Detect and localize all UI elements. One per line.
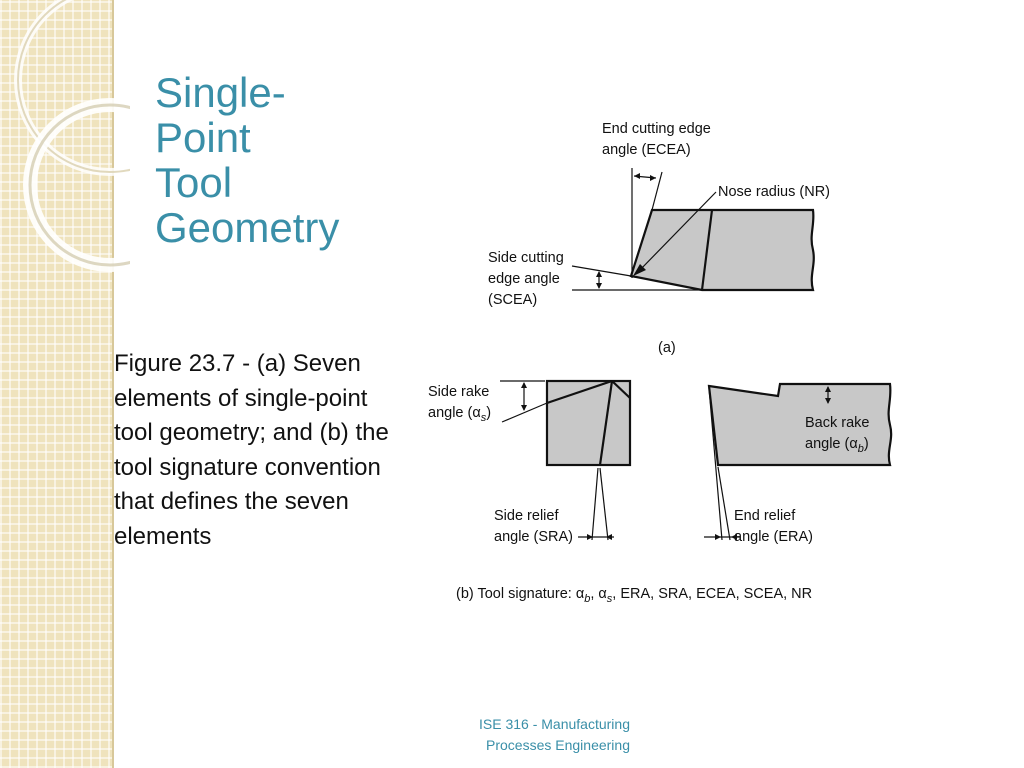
slide-footer bbox=[400, 714, 630, 756]
scea-label-line2: edge angle bbox=[488, 271, 560, 287]
ecea-arrowhead bbox=[650, 175, 656, 181]
side-relief-reference bbox=[592, 468, 598, 540]
footer-line: Processes Engineering bbox=[486, 737, 630, 753]
title-line: Tool bbox=[155, 159, 233, 206]
ecea-arrowhead bbox=[634, 173, 640, 179]
ecea-label-line2: angle (ECEA) bbox=[602, 142, 691, 158]
footer-line: ISE 316 - Manufacturing bbox=[479, 716, 630, 732]
tool-side-view bbox=[547, 381, 630, 465]
side-rake-arrowhead bbox=[521, 405, 527, 411]
nose-radius-label: Nose radius (NR) bbox=[718, 184, 830, 200]
title-line: Geometry bbox=[155, 204, 340, 251]
scea-label-line1: Side cutting bbox=[488, 250, 564, 266]
part-a-label: (a) bbox=[658, 340, 676, 356]
tool-top-view bbox=[631, 210, 814, 290]
back-rake-label: Back rake bbox=[805, 415, 870, 431]
scea-arrowhead bbox=[596, 283, 602, 289]
side-rake-angle-label: angle $(\alpha_s)$ bbox=[428, 405, 492, 424]
end-relief-reference bbox=[718, 467, 730, 540]
end-relief-arrowhead bbox=[715, 534, 721, 540]
tool-signature-label: (b) Tool signature: $\alpha_b$, $\alpha_s$, ERA, SRA, ECEA, SCEA, NR bbox=[456, 586, 813, 605]
side-relief-extension bbox=[600, 468, 608, 540]
scea-arrowhead bbox=[596, 271, 602, 277]
side-rake-label: Side rake bbox=[428, 384, 490, 400]
end-relief-label-line1: End relief bbox=[734, 508, 796, 524]
side-relief-label-line1: Side relief bbox=[494, 508, 559, 524]
side-rake-arrowhead bbox=[521, 382, 527, 388]
figure-caption: Figure 23.7 - (a) Seven elements of single-point tool geometry; and (b) the tool signature convention that defines the seven elements bbox=[114, 350, 389, 550]
decorative-rings bbox=[0, 0, 130, 300]
tool-geometry-figure bbox=[400, 100, 920, 620]
side-relief-label-line2: angle (SRA) bbox=[494, 529, 573, 545]
scea-extension-line bbox=[572, 266, 631, 276]
title-line: Single- bbox=[155, 69, 286, 116]
title-line: Point bbox=[155, 114, 251, 161]
scea-label-line3: (SCEA) bbox=[488, 292, 538, 308]
slide-title bbox=[155, 70, 385, 250]
back-rake-angle-label: angle $(\alpha_b)$ bbox=[805, 436, 869, 455]
ecea-label-line1: End cutting edge bbox=[602, 121, 711, 137]
end-relief-label-line2: angle (ERA) bbox=[734, 529, 813, 545]
